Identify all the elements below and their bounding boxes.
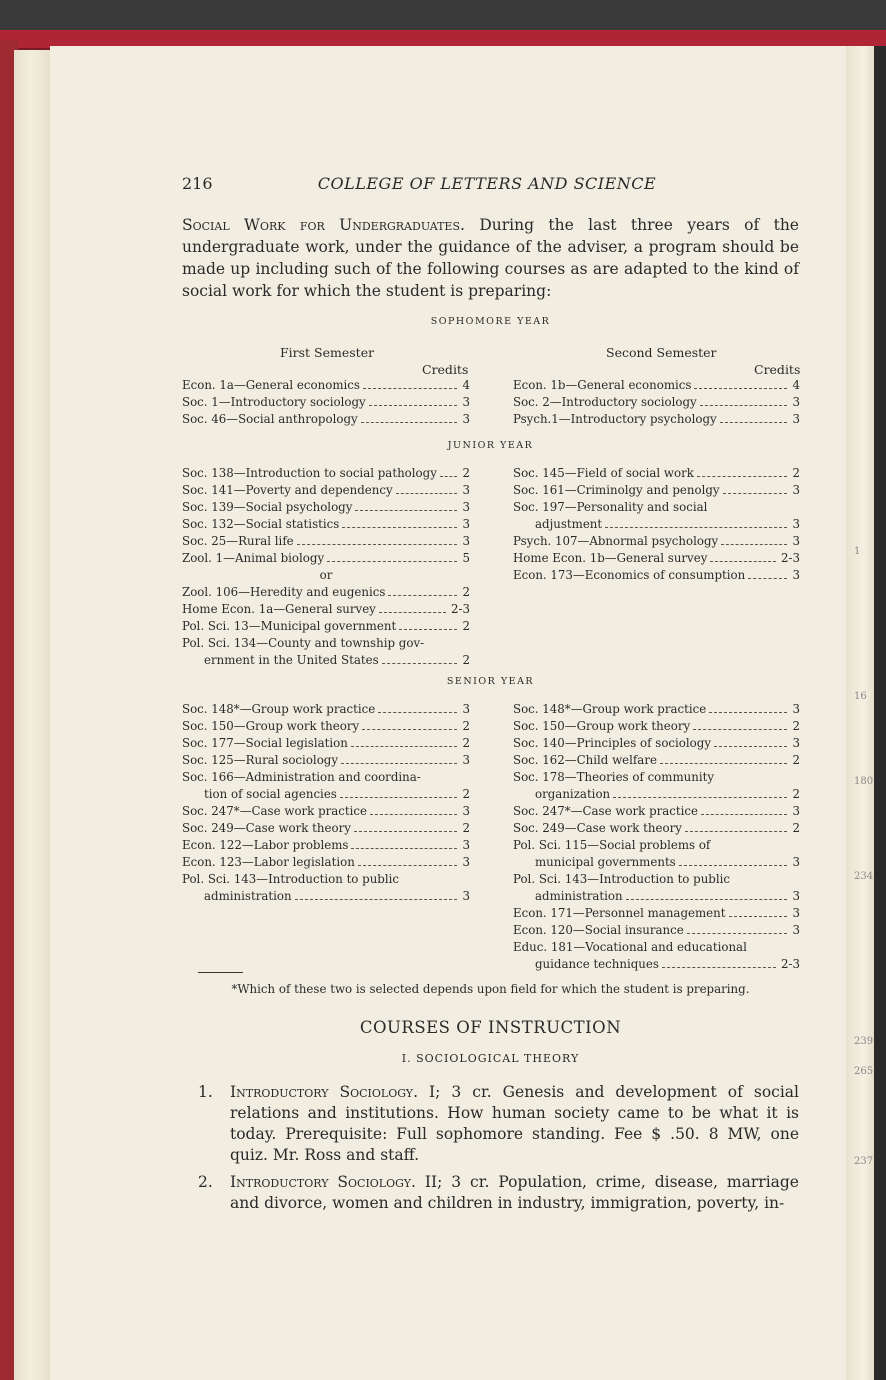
course-row	[513, 786, 800, 803]
footnote-rule	[198, 972, 243, 973]
course-credits: 3	[792, 568, 800, 582]
course-name: Soc. 197—Personality and social	[513, 500, 708, 514]
course-name: Soc. 162—Child welfare	[513, 753, 657, 767]
course-row	[182, 394, 470, 411]
course-row	[513, 820, 800, 837]
senior-right-list	[513, 701, 800, 973]
course-name-continued: guidance techniques	[535, 957, 659, 971]
course-credits: 3	[792, 804, 800, 818]
intro-lead: Social Work for Undergraduates.	[182, 216, 465, 234]
course-row	[513, 533, 800, 550]
course-name: Soc. 125—Rural sociology	[182, 753, 339, 767]
course-entry	[198, 1172, 799, 1214]
course-credits: 3	[792, 736, 800, 750]
course-row	[182, 786, 470, 803]
course-row	[513, 888, 800, 905]
course-row	[182, 533, 470, 550]
course-credits: 3	[792, 534, 800, 548]
course-name: Soc. 1—Introductory sociology	[182, 395, 366, 409]
section-heading: I. SOCIOLOGICAL THEORY	[401, 1052, 580, 1065]
course-name: Econ. 122—Labor problems	[182, 838, 349, 852]
course-row	[513, 718, 800, 735]
course-name: Soc. 145—Field of social work	[513, 466, 694, 480]
or-separator: or	[319, 568, 333, 582]
course-name: Pol. Sci. 13—Municipal government	[182, 619, 397, 633]
course-credits: 2	[792, 753, 800, 767]
course-row	[513, 377, 800, 394]
course-credits: 3	[792, 855, 800, 869]
course-name: Soc. 161—Criminolgy and penolgy	[513, 483, 720, 497]
course-row	[182, 601, 470, 618]
intro-paragraph	[182, 214, 799, 302]
course-credits: 3	[792, 483, 800, 497]
course-row	[182, 837, 470, 854]
course-name: Econ. 1a—General economics	[182, 378, 360, 392]
course-name-continued: organization	[535, 787, 611, 801]
course-row	[182, 854, 470, 871]
course-description: I; 3 cr. Genesis and development of social relations and institutions. How human society came to be what it is today. Prerequisite: Full sophomore standing. Fee $ .50. 8 MW, one quiz. Mr. Ross and staff.	[230, 1083, 799, 1164]
course-credits: 2-3	[781, 957, 800, 971]
course-credits: 2	[462, 821, 470, 835]
course-credits: 3	[792, 517, 800, 531]
course-row	[513, 411, 800, 428]
course-credits: 2	[462, 619, 470, 633]
course-credits: 3	[462, 412, 470, 426]
course-name: Soc. 46—Social anthropology	[182, 412, 358, 426]
course-name: Soc. 141—Poverty and dependency	[182, 483, 393, 497]
junior-heading: JUNIOR YEAR	[447, 440, 534, 451]
course-name: Soc. 25—Rural life	[182, 534, 294, 548]
adjacent-page-number: 237	[854, 1156, 874, 1167]
course-row	[182, 888, 470, 905]
course-credits: 3	[792, 889, 800, 903]
course-row	[182, 516, 470, 533]
course-row	[182, 701, 470, 718]
course-row	[182, 482, 470, 499]
course-credits: 3	[462, 702, 470, 716]
course-name: Econ. 173—Economics of consumption	[513, 568, 746, 582]
course-credits: 3	[792, 906, 800, 920]
credits-label: Credits	[422, 362, 469, 377]
course-name: Pol. Sci. 115—Social problems of	[513, 838, 711, 852]
course-row	[182, 584, 470, 601]
course-credits: 2	[792, 466, 800, 480]
course-credits: 2	[462, 719, 470, 733]
course-row	[513, 905, 800, 922]
course-row	[182, 411, 470, 428]
course-credits: 3	[462, 483, 470, 497]
course-credits: 3	[462, 889, 470, 903]
course-credits: 3	[792, 395, 800, 409]
course-name: Soc. 178—Theories of community	[513, 770, 715, 784]
course-row	[182, 752, 470, 769]
sophomore-heading: SOPHOMORE YEAR	[430, 316, 551, 327]
second-semester-heading: Second Semester	[606, 345, 717, 360]
course-name: Soc. 247*—Case work practice	[182, 804, 368, 818]
course-credits: 3	[462, 838, 470, 852]
junior-left-list	[182, 465, 470, 669]
course-credits: 3	[462, 753, 470, 767]
course-number: 1.	[198, 1083, 213, 1101]
courses-heading: COURSES OF INSTRUCTION	[359, 1018, 622, 1037]
course-name: Soc. 2—Introductory sociology	[513, 395, 697, 409]
course-credits: 2	[792, 821, 800, 835]
course-credits: 3	[462, 395, 470, 409]
course-name: Psych. 107—Abnormal psychology	[513, 534, 719, 548]
course-name: Econ. 1b—General economics	[513, 378, 692, 392]
course-name: Zool. 1—Animal biology	[182, 551, 325, 565]
course-name: Soc. 132—Social statistics	[182, 517, 340, 531]
course-row	[513, 752, 800, 769]
course-row	[182, 803, 470, 820]
course-credits: 2	[462, 466, 470, 480]
course-name-continued: tion of social agencies	[204, 787, 337, 801]
course-row	[182, 377, 470, 394]
course-name: Econ. 123—Labor legislation	[182, 855, 355, 869]
course-row	[182, 718, 470, 735]
course-name: Psych.1—Introductory psychology	[513, 412, 717, 426]
running-head: COLLEGE OF LETTERS AND SCIENCE	[317, 174, 657, 193]
sophomore-left-list	[182, 377, 470, 428]
intro-text: During the last three years of the undergraduate work, under the guidance of the adviser, a program should be made up including such of the following courses as are adapted to the kind of social work for which the student is preparing:	[182, 216, 799, 300]
course-credits: 3	[792, 702, 800, 716]
course-credits: 3	[462, 804, 470, 818]
course-credits: 2	[462, 585, 470, 599]
course-name: Soc. 138—Introduction to social pathology	[182, 466, 437, 480]
course-credits: 2	[462, 653, 470, 667]
course-credits: 3	[462, 855, 470, 869]
senior-heading: SENIOR YEAR	[446, 676, 535, 687]
course-name: Soc. 150—Group work theory	[182, 719, 360, 733]
course-name-continued: municipal governments	[535, 855, 676, 869]
course-name: Econ. 171—Personnel management	[513, 906, 726, 920]
senior-left-list	[182, 701, 470, 905]
course-row	[513, 567, 800, 584]
course-name: Soc. 148*—Group work practice	[182, 702, 376, 716]
course-credits: 4	[462, 378, 470, 392]
sophomore-right-list	[513, 377, 800, 428]
course-name: Soc. 148*—Group work practice	[513, 702, 707, 716]
course-name: Educ. 181—Vocational and educational	[513, 940, 747, 954]
course-name: Soc. 166—Administration and coordina-	[182, 770, 421, 784]
course-row	[182, 499, 470, 516]
credits-label: Credits	[754, 362, 801, 377]
adjacent-page-number: 239	[854, 1036, 874, 1047]
course-name: Soc. 247*—Case work practice	[513, 804, 699, 818]
course-row	[182, 820, 470, 837]
course-credits: 3	[462, 517, 470, 531]
first-semester-heading: First Semester	[280, 345, 375, 360]
course-name-continued: adjustment	[535, 517, 603, 531]
course-row	[513, 803, 800, 820]
course-row	[513, 735, 800, 752]
course-credits: 3	[792, 923, 800, 937]
course-entry	[198, 1082, 799, 1166]
course-name: Pol. Sci. 143—Introduction to public	[513, 872, 731, 886]
course-row	[513, 854, 800, 871]
course-name: Soc. 139—Social psychology	[182, 500, 353, 514]
course-row	[513, 922, 800, 939]
course-credits: 2	[462, 787, 470, 801]
adjacent-page-number: 16	[854, 691, 867, 702]
course-row	[513, 482, 800, 499]
adjacent-page-number: 180	[854, 776, 874, 787]
course-row	[182, 550, 470, 567]
course-row	[182, 652, 470, 669]
course-name: Zool. 106—Heredity and eugenics	[182, 585, 386, 599]
course-credits: 2	[462, 736, 470, 750]
course-number: 2.	[198, 1173, 213, 1191]
course-name: Pol. Sci. 134—County and township gov-	[182, 636, 425, 650]
course-credits: 3	[462, 500, 470, 514]
course-row	[513, 956, 800, 973]
page-number: 216	[182, 174, 213, 193]
course-name-continued: administration	[204, 889, 292, 903]
course-credits: 3	[462, 534, 470, 548]
course-description: II; 3 cr. Population, crime, disease, marriage and divorce, women and children in industry, immigration, poverty, in-	[230, 1173, 799, 1212]
course-credits: 2-3	[781, 551, 800, 565]
course-credits: 2	[792, 719, 800, 733]
junior-right-list	[513, 465, 800, 584]
course-row	[513, 394, 800, 411]
course-credits: 2-3	[451, 602, 470, 616]
course-credits: 5	[462, 551, 470, 565]
course-name: Soc. 150—Group work theory	[513, 719, 691, 733]
course-credits: 4	[792, 378, 800, 392]
course-name: Soc. 249—Case work theory	[513, 821, 682, 835]
course-title: Introductory Sociology.	[230, 1083, 419, 1101]
course-name: Soc. 249—Case work theory	[182, 821, 351, 835]
course-row	[182, 735, 470, 752]
course-name-continued: administration	[535, 889, 623, 903]
adjacent-page-number: 234	[854, 871, 874, 882]
course-name: Econ. 120—Social insurance	[513, 923, 684, 937]
course-name-continued: ernment in the United States	[204, 653, 379, 667]
course-row	[182, 465, 470, 482]
course-name: Soc. 177—Social legislation	[182, 736, 348, 750]
adjacent-page-number: 1	[854, 546, 861, 557]
course-credits: 2	[792, 787, 800, 801]
course-name: Pol. Sci. 143—Introduction to public	[182, 872, 400, 886]
adjacent-page-number: 265	[854, 1066, 874, 1077]
course-title: Introductory Sociology.	[230, 1173, 416, 1191]
course-row	[513, 550, 800, 567]
course-row	[513, 465, 800, 482]
course-name: Home Econ. 1b—General survey	[513, 551, 708, 565]
course-credits: 3	[792, 412, 800, 426]
course-row	[513, 516, 800, 533]
course-name: Soc. 140—Principles of sociology	[513, 736, 711, 750]
course-name: Home Econ. 1a—General survey	[182, 602, 376, 616]
course-row	[513, 701, 800, 718]
course-row	[182, 618, 470, 635]
footnote: *Which of these two is selected depends upon field for which the student is preparing.	[231, 982, 750, 996]
